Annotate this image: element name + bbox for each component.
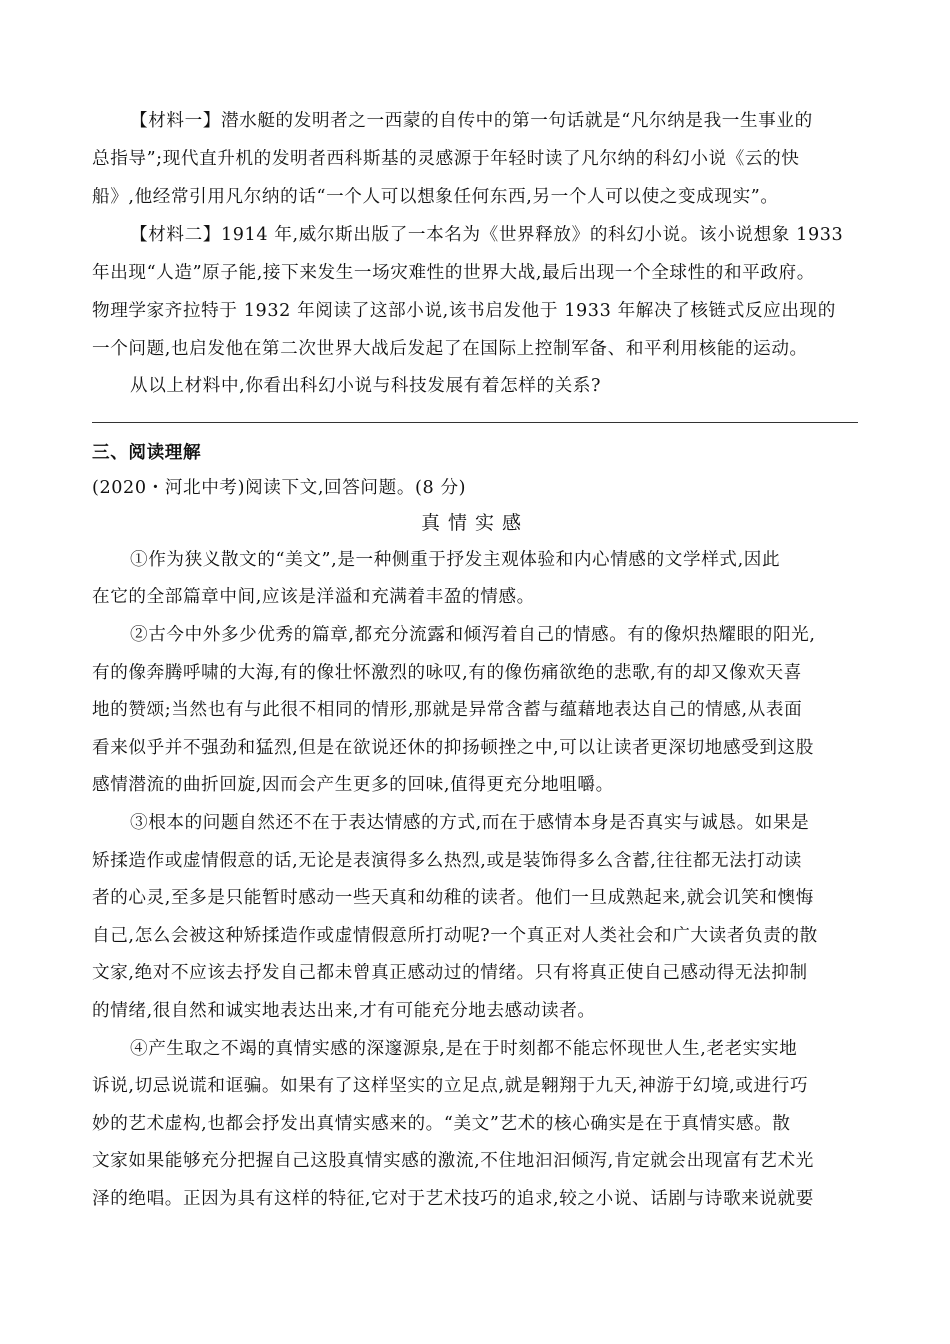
paragraph-3-line-4: 自己,怎么会被这种矫揉造作或虚情假意所打动呢?一个真正对人类社会和广大读者负责的散	[92, 926, 818, 946]
paragraph-3-line-6: 的情绪,很自然和诚实地表达出来,才有可能充分地去感动读者。	[92, 1001, 596, 1021]
section-divider	[92, 422, 858, 423]
paragraph-3-line-5: 文家,绝对不应该去抒发自己都未曾真正感动过的情绪。只有将真正使自己感动得无法抑制	[92, 963, 808, 983]
material-1-line-3: 船》,他经常引用凡尔纳的话“一个人可以想象任何东西,另一个人可以使之变成现实”。	[92, 187, 779, 207]
material-1-line-2: 总指导”;现代直升机的发明者西科斯基的灵感源于年轻时读了凡尔纳的科幻小说《云的快	[92, 149, 800, 169]
material-2-line-4: 一个问题,也启发他在第二次世界大战后发起了在国际上控制军备、和平利用核能的运动。	[92, 339, 808, 359]
paragraph-2-line-2: 有的像奔腾呼啸的大海,有的像壮怀激烈的咏叹,有的像伤痛欲绝的悲歌,有的却又像欢天喜	[92, 663, 802, 683]
paragraph-4-line-4: 文家如果能够充分把握自己这股真情实感的激流,不住地汩汩倾泻,肯定就会出现富有艺术光	[92, 1151, 814, 1171]
material-2-line-3: 物理学家齐拉特于 1932 年阅读了这部小说,该书启发他于 1933 年解决了核链式反应出现的	[92, 301, 836, 321]
article-title: 真情实感	[420, 512, 529, 534]
paragraph-1-line-2: 在它的全部篇章中间,应该是洋溢和充满着丰盈的情感。	[92, 587, 535, 607]
material-question: 从以上材料中,你看出科幻小说与科技发展有着怎样的关系?	[130, 376, 602, 396]
paragraph-2-line-3: 地的赞颂;当然也有与此很不相同的情形,那就是异常含蓄与蕴藉地表达自己的情感,从表面	[92, 700, 803, 720]
paragraph-4-line-1: ④产生取之不竭的真情实感的深邃源泉,是在于时刻都不能忘怀现世人生,老老实实地	[130, 1039, 798, 1059]
material-1-line-1: 【材料一】潜水艇的发明者之一西蒙的自传中的第一句话就是“凡尔纳是我一生事业的	[130, 111, 813, 131]
paragraph-4-line-2: 诉说,切忌说谎和诓骗。如果有了这样坚实的立足点,就是翱翔于九天,神游于幻境,或进行巧	[92, 1076, 809, 1096]
paragraph-2-line-4: 看来似乎并不强劲和猛烈,但是在欲说还休的抑扬顿挫之中,可以让读者更深切地感受到这股	[92, 738, 814, 758]
paragraph-2-line-5: 感情潜流的曲折回旋,因而会产生更多的回味,值得更充分地咀嚼。	[92, 775, 614, 795]
paragraph-4-line-3: 妙的艺术虚构,也都会抒发出真情实感来的。“美文”艺术的核心确实是在于真情实感。散	[92, 1114, 791, 1134]
paragraph-3-line-2: 矫揉造作或虚情假意的话,无论是表演得多么热烈,或是装饰得多么含蓄,往往都无法打动读	[92, 851, 802, 871]
paragraph-1-line-1: ①作为狭义散文的“美文”,是一种侧重于抒发主观体验和内心情感的文学样式,因此	[130, 550, 781, 570]
paragraph-4-line-5: 泽的绝唱。正因为具有这样的特征,它对于艺术技巧的追求,较之小说、话剧与诗歌来说就要	[92, 1189, 814, 1209]
question-source: (2020・河北中考)阅读下文,回答问题。(8 分)	[92, 478, 467, 498]
section-heading: 三、阅读理解	[92, 443, 202, 463]
paragraph-3-line-3: 者的心灵,至多是只能暂时感动一些天真和幼稚的读者。他们一旦成熟起来,就会讥笑和懊悔	[92, 888, 814, 908]
material-2-line-2: 年出现“人造”原子能,接下来发生一场灾难性的世界大战,最后出现一个全球性的和平政府。	[92, 263, 815, 283]
material-2-line-1: 【材料二】1914 年,威尔斯出版了一本名为《世界释放》的科幻小说。该小说想象 1933	[130, 225, 844, 245]
paragraph-2-line-1: ②古今中外多少优秀的篇章,都充分流露和倾泻着自己的情感。有的像炽热耀眼的阳光,	[130, 625, 816, 645]
paragraph-3-line-1: ③根本的问题自然还不在于表达情感的方式,而在于感情本身是否真实与诚恳。如果是	[130, 813, 810, 833]
